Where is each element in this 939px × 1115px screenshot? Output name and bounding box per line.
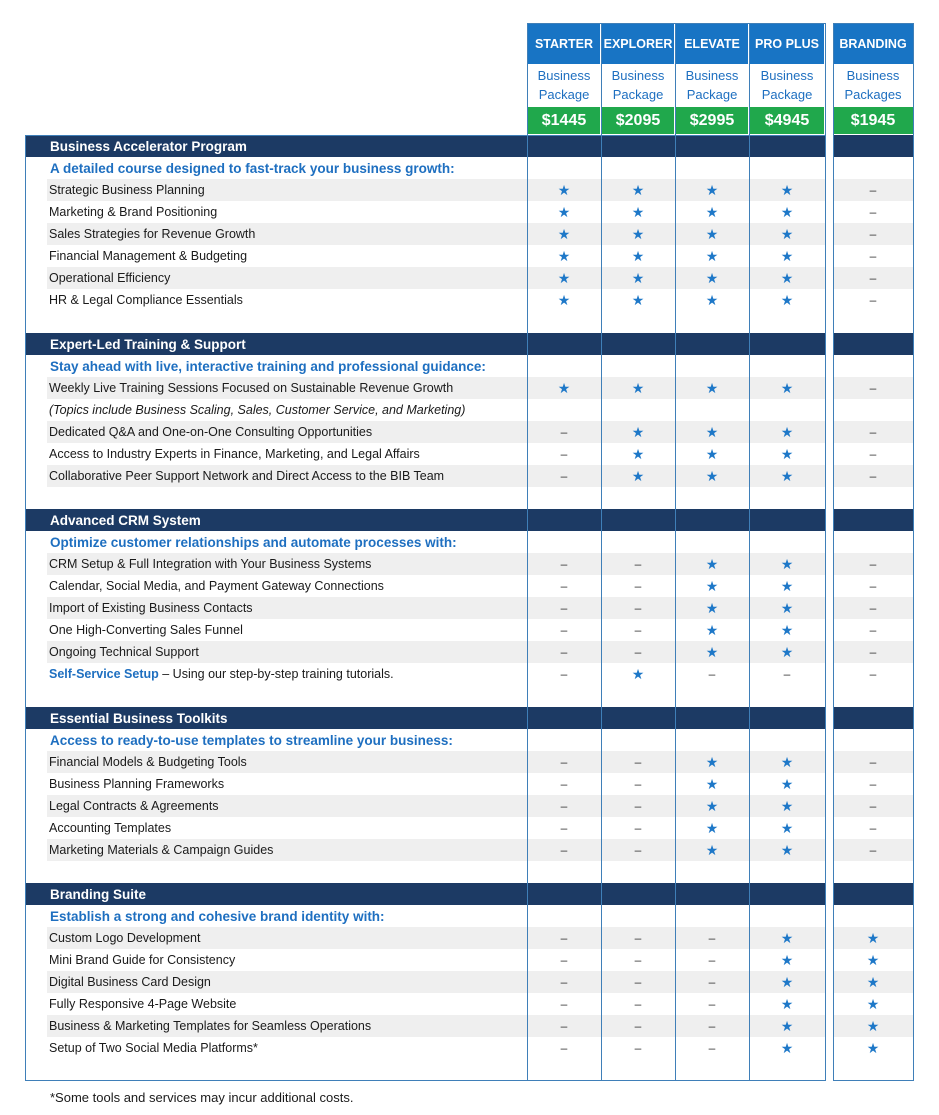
not-included-dash: – [708, 1041, 716, 1055]
feature-label: Digital Business Card Design [49, 975, 211, 989]
included-star-icon: ★ [780, 797, 794, 814]
included-star-icon: ★ [631, 225, 645, 242]
feature-label: Business Planning Frameworks [49, 777, 225, 791]
plan-name-4: PRO PLUS [750, 24, 824, 64]
not-included-dash: – [560, 579, 568, 593]
plan-subtitle-line2: Packages [844, 87, 902, 102]
included-star-icon: ★ [780, 181, 794, 198]
section-header-5: Branding Suite [25, 883, 825, 905]
plan-subtitle-line1: Business [760, 68, 814, 83]
column-divider [601, 23, 602, 1081]
included-star-icon: ★ [557, 291, 571, 308]
plan-price-1: $1445 [528, 107, 600, 134]
included-star-icon: ★ [780, 599, 794, 616]
included-star-icon: ★ [780, 929, 794, 946]
not-included-dash: – [869, 755, 877, 769]
not-included-dash: – [560, 821, 568, 835]
not-included-dash: – [708, 953, 716, 967]
feature-label: CRM Setup & Full Integration with Your Business Systems [49, 557, 372, 571]
self-service-setup-description: – Using our step-by-step training tutorials. [158, 667, 394, 681]
table-frame [25, 135, 826, 1081]
included-star-icon: ★ [780, 203, 794, 220]
feature-label: Dedicated Q&A and One-on-One Consulting Opportunities [49, 425, 373, 439]
plan-price-5: $1945 [833, 107, 913, 134]
feature-label: Financial Management & Budgeting [49, 249, 248, 263]
not-included-dash: – [869, 667, 877, 681]
feature-label: Business & Marketing Templates for Seamless Operations [49, 1019, 372, 1033]
not-included-dash: – [708, 997, 716, 1011]
included-star-icon: ★ [780, 643, 794, 660]
not-included-dash: – [634, 799, 642, 813]
not-included-dash: – [869, 381, 877, 395]
plan-name-2: EXPLORER [602, 24, 674, 64]
not-included-dash: – [560, 799, 568, 813]
not-included-dash: – [634, 755, 642, 769]
section-header-4: Essential Business Toolkits [25, 707, 825, 729]
header-top-border [527, 23, 826, 24]
plan-subtitle-line2: Package [761, 87, 813, 102]
not-included-dash: – [560, 667, 568, 681]
included-star-icon: ★ [631, 445, 645, 462]
plan-price-2: $2095 [602, 107, 674, 134]
feature-label: One High-Converting Sales Funnel [49, 623, 243, 637]
plan-subtitle-line1: Business [685, 68, 739, 83]
not-included-dash: – [708, 931, 716, 945]
not-included-dash: – [634, 997, 642, 1011]
included-star-icon: ★ [705, 819, 719, 836]
column-divider [825, 23, 826, 1081]
included-star-icon: ★ [705, 753, 719, 770]
included-star-icon: ★ [866, 995, 880, 1012]
not-included-dash: – [634, 821, 642, 835]
feature-label: (Topics include Business Scaling, Sales, Customer Service, and Marketing) [49, 403, 466, 417]
feature-label: Legal Contracts & Agreements [49, 799, 219, 813]
included-star-icon: ★ [705, 467, 719, 484]
section-header-2: Expert-Led Training & Support [25, 333, 825, 355]
plan-name-1: STARTER [528, 24, 600, 64]
plan-subtitle-line1: Business [537, 68, 591, 83]
plan-subtitle-2 [602, 65, 674, 105]
included-star-icon: ★ [557, 247, 571, 264]
feature-label: Sales Strategies for Revenue Growth [49, 227, 256, 241]
not-included-dash: – [560, 755, 568, 769]
not-included-dash: – [869, 271, 877, 285]
included-star-icon: ★ [866, 1039, 880, 1056]
included-star-icon: ★ [780, 467, 794, 484]
feature-label: Accounting Templates [49, 821, 172, 835]
plan-subtitle-1 [528, 65, 600, 105]
included-star-icon: ★ [780, 269, 794, 286]
not-included-dash: – [869, 645, 877, 659]
included-star-icon: ★ [780, 1017, 794, 1034]
not-included-dash: – [869, 227, 877, 241]
included-star-icon: ★ [866, 929, 880, 946]
included-star-icon: ★ [780, 423, 794, 440]
included-star-icon: ★ [780, 247, 794, 264]
included-star-icon: ★ [631, 181, 645, 198]
not-included-dash: – [634, 557, 642, 571]
included-star-icon: ★ [780, 753, 794, 770]
included-star-icon: ★ [705, 291, 719, 308]
not-included-dash: – [869, 249, 877, 263]
not-included-dash: – [560, 1041, 568, 1055]
included-star-icon: ★ [705, 445, 719, 462]
feature-label: Weekly Live Training Sessions Focused on Sustainable Revenue Growth [49, 381, 454, 395]
not-included-dash: – [560, 975, 568, 989]
not-included-dash: – [634, 843, 642, 857]
feature-label: Setup of Two Social Media Platforms* [49, 1041, 258, 1055]
feature-label: Marketing & Brand Positioning [49, 205, 218, 219]
self-service-setup-label: Self-Service Setup [49, 667, 159, 681]
not-included-dash: – [634, 953, 642, 967]
not-included-dash: – [869, 799, 877, 813]
included-star-icon: ★ [780, 973, 794, 990]
included-star-icon: ★ [780, 1039, 794, 1056]
not-included-dash: – [708, 667, 716, 681]
included-star-icon: ★ [557, 181, 571, 198]
included-star-icon: ★ [866, 951, 880, 968]
not-included-dash: – [560, 931, 568, 945]
included-star-icon: ★ [705, 379, 719, 396]
included-star-icon: ★ [780, 225, 794, 242]
included-star-icon: ★ [866, 973, 880, 990]
included-star-icon: ★ [557, 269, 571, 286]
not-included-dash: – [560, 469, 568, 483]
not-included-dash: – [869, 579, 877, 593]
included-star-icon: ★ [631, 291, 645, 308]
not-included-dash: – [869, 821, 877, 835]
included-star-icon: ★ [780, 445, 794, 462]
included-star-icon: ★ [780, 379, 794, 396]
not-included-dash: – [560, 447, 568, 461]
section-header-1: Business Accelerator Program [25, 135, 825, 157]
included-star-icon: ★ [780, 621, 794, 638]
not-included-dash: – [869, 205, 877, 219]
not-included-dash: – [869, 777, 877, 791]
plan-subtitle-4 [750, 65, 824, 105]
not-included-dash: – [869, 601, 877, 615]
included-star-icon: ★ [631, 467, 645, 484]
feature-label: Strategic Business Planning [49, 183, 205, 197]
not-included-dash: – [560, 623, 568, 637]
plan-name-3: ELEVATE [676, 24, 748, 64]
not-included-dash: – [634, 579, 642, 593]
included-star-icon: ★ [780, 775, 794, 792]
not-included-dash: – [869, 183, 877, 197]
not-included-dash: – [560, 557, 568, 571]
feature-label: Marketing Materials & Campaign Guides [49, 843, 274, 857]
included-star-icon: ★ [705, 555, 719, 572]
plan-subtitle-line2: Package [612, 87, 664, 102]
included-star-icon: ★ [705, 577, 719, 594]
not-included-dash: – [869, 447, 877, 461]
not-included-dash: – [869, 623, 877, 637]
included-star-icon: ★ [631, 247, 645, 264]
not-included-dash: – [783, 667, 791, 681]
section-intro-1: A detailed course designed to fast-track your business growth: [50, 160, 455, 176]
included-star-icon: ★ [705, 599, 719, 616]
section-intro-2: Stay ahead with live, interactive training and professional guidance: [50, 358, 486, 374]
included-star-icon: ★ [705, 181, 719, 198]
feature-label: Financial Models & Budgeting Tools [49, 755, 247, 769]
not-included-dash: – [869, 557, 877, 571]
included-star-icon: ★ [631, 665, 645, 682]
not-included-dash: – [634, 931, 642, 945]
section-intro-3: Optimize customer relationships and automate processes with: [50, 534, 457, 550]
footnote: *Some tools and services may incur additional costs. [50, 1090, 354, 1105]
included-star-icon: ★ [780, 841, 794, 858]
feature-label: Custom Logo Development [49, 931, 201, 945]
not-included-dash: – [634, 777, 642, 791]
not-included-dash: – [560, 997, 568, 1011]
column-divider [675, 23, 676, 1081]
feature-label: Ongoing Technical Support [49, 645, 199, 659]
included-star-icon: ★ [631, 269, 645, 286]
included-star-icon: ★ [557, 203, 571, 220]
not-included-dash: – [560, 645, 568, 659]
included-star-icon: ★ [780, 555, 794, 572]
included-star-icon: ★ [631, 379, 645, 396]
plan-subtitle-3 [676, 65, 748, 105]
not-included-dash: – [634, 645, 642, 659]
not-included-dash: – [634, 601, 642, 615]
feature-label: Operational Efficiency [49, 271, 171, 285]
not-included-dash: – [869, 425, 877, 439]
section-intro-5: Establish a strong and cohesive brand identity with: [50, 908, 385, 924]
feature-label: Collaborative Peer Support Network and Direct Access to the BIB Team [49, 469, 445, 483]
included-star-icon: ★ [780, 951, 794, 968]
not-included-dash: – [869, 469, 877, 483]
included-star-icon: ★ [780, 577, 794, 594]
included-star-icon: ★ [705, 643, 719, 660]
included-star-icon: ★ [705, 841, 719, 858]
not-included-dash: – [634, 1041, 642, 1055]
not-included-dash: – [560, 1019, 568, 1033]
included-star-icon: ★ [705, 797, 719, 814]
included-star-icon: ★ [780, 995, 794, 1012]
not-included-dash: – [634, 1019, 642, 1033]
included-star-icon: ★ [705, 247, 719, 264]
feature-label: Access to Industry Experts in Finance, Marketing, and Legal Affairs [49, 447, 420, 461]
included-star-icon: ★ [705, 225, 719, 242]
not-included-dash: – [634, 623, 642, 637]
not-included-dash: – [869, 843, 877, 857]
not-included-dash: – [708, 1019, 716, 1033]
section-intro-4: Access to ready-to-use templates to streamline your business: [50, 732, 453, 748]
plan-subtitle-line2: Package [686, 87, 738, 102]
plan-subtitle-line1: Business [611, 68, 665, 83]
branding-frame [833, 23, 914, 1081]
not-included-dash: – [560, 777, 568, 791]
included-star-icon: ★ [780, 291, 794, 308]
included-star-icon: ★ [631, 203, 645, 220]
plan-price-3: $2995 [676, 107, 748, 134]
included-star-icon: ★ [705, 423, 719, 440]
included-star-icon: ★ [557, 225, 571, 242]
section-header-3: Advanced CRM System [25, 509, 825, 531]
column-divider [527, 23, 528, 1081]
included-star-icon: ★ [557, 379, 571, 396]
column-divider [749, 23, 750, 1081]
included-star-icon: ★ [780, 819, 794, 836]
included-star-icon: ★ [631, 423, 645, 440]
not-included-dash: – [560, 601, 568, 615]
feature-label: Mini Brand Guide for Consistency [49, 953, 236, 967]
not-included-dash: – [708, 975, 716, 989]
included-star-icon: ★ [705, 203, 719, 220]
feature-label: HR & Legal Compliance Essentials [49, 293, 243, 307]
not-included-dash: – [869, 293, 877, 307]
feature-label: Calendar, Social Media, and Payment Gateway Connections [49, 579, 384, 593]
included-star-icon: ★ [705, 775, 719, 792]
included-star-icon: ★ [705, 621, 719, 638]
not-included-dash: – [634, 975, 642, 989]
plan-subtitle-line1: Business [846, 68, 900, 83]
included-star-icon: ★ [866, 1017, 880, 1034]
plan-subtitle-line2: Package [538, 87, 590, 102]
included-star-icon: ★ [705, 269, 719, 286]
not-included-dash: – [560, 953, 568, 967]
not-included-dash: – [560, 425, 568, 439]
not-included-dash: – [560, 843, 568, 857]
plan-name-5: BRANDING [833, 24, 913, 64]
feature-label: Import of Existing Business Contacts [49, 601, 253, 615]
plan-price-4: $4945 [750, 107, 824, 134]
feature-label: Fully Responsive 4-Page Website [49, 997, 237, 1011]
